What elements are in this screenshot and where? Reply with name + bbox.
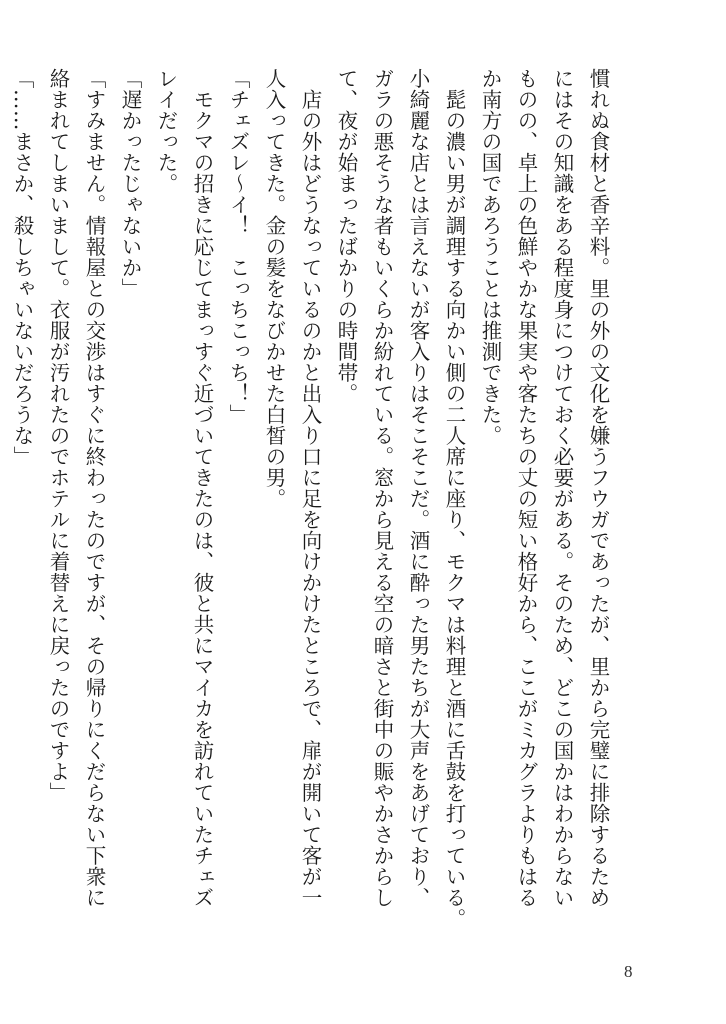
text-line: 「……まさか、殺しちゃいないだろうな」 [10,68,34,467]
page-number: 8 [624,962,633,981]
text-line: 人入ってきた。金の髪をなびかせた白皙の男。 [262,68,286,509]
text-line: て、夜が始まったばかりの時間帯。 [334,68,358,404]
text-line: 絡まれてしまいまして。衣服が汚れたのでホテルに着替えに戻ったのですよ」 [46,68,70,803]
text-line: レイだった。 [154,68,178,194]
text-line: にはその知識をある程度身につけておく必要がある。そのため、どこの国かはわからない [550,68,574,908]
text-line: 店の外はどうなっているのかと出入り口に足を向けかけたところで、扉が開いて客が一 [298,68,322,908]
text-line: 髭の濃い男が調理する向かい側の二人席に座り、モクマは料理と酒に舌鼓を打っている。 [442,68,466,929]
text-line: か南方の国であろうことは推測できた。 [478,68,502,446]
text-line: ものの、卓上の色鮮やかな果実や客たちの丈の短い格好から、ここがミカグラよりもはる [514,68,538,908]
text-line: 「遅かったじゃないか」 [118,68,142,299]
text-line: 小綺麗な店とは言えないが客入りはそこそこだ。酒に酔った男たちが大声をあげており、 [406,68,430,908]
text-line: 「チェズレ〜イ！ こっちこっち！」 [226,68,250,425]
vertical-text-body [4,68,616,948]
text-line: ガラの悪そうな者もいくらか紛れている。窓から見える空の暗さと街中の賑やかさからし [370,68,394,908]
text-line: 「すみません。情報屋との交渉はすぐに終わったのですが、その帰りにくだらない下衆に [82,68,106,908]
text-line: 慣れぬ食材と香辛料。里の外の文化を嫌うフウガであったが、里から完璧に排除するため [586,68,610,908]
text-line: モクマの招きに応じてまっすぐ近づいてきたのは、彼と共にマイカを訪れていたチェズ [190,68,214,908]
